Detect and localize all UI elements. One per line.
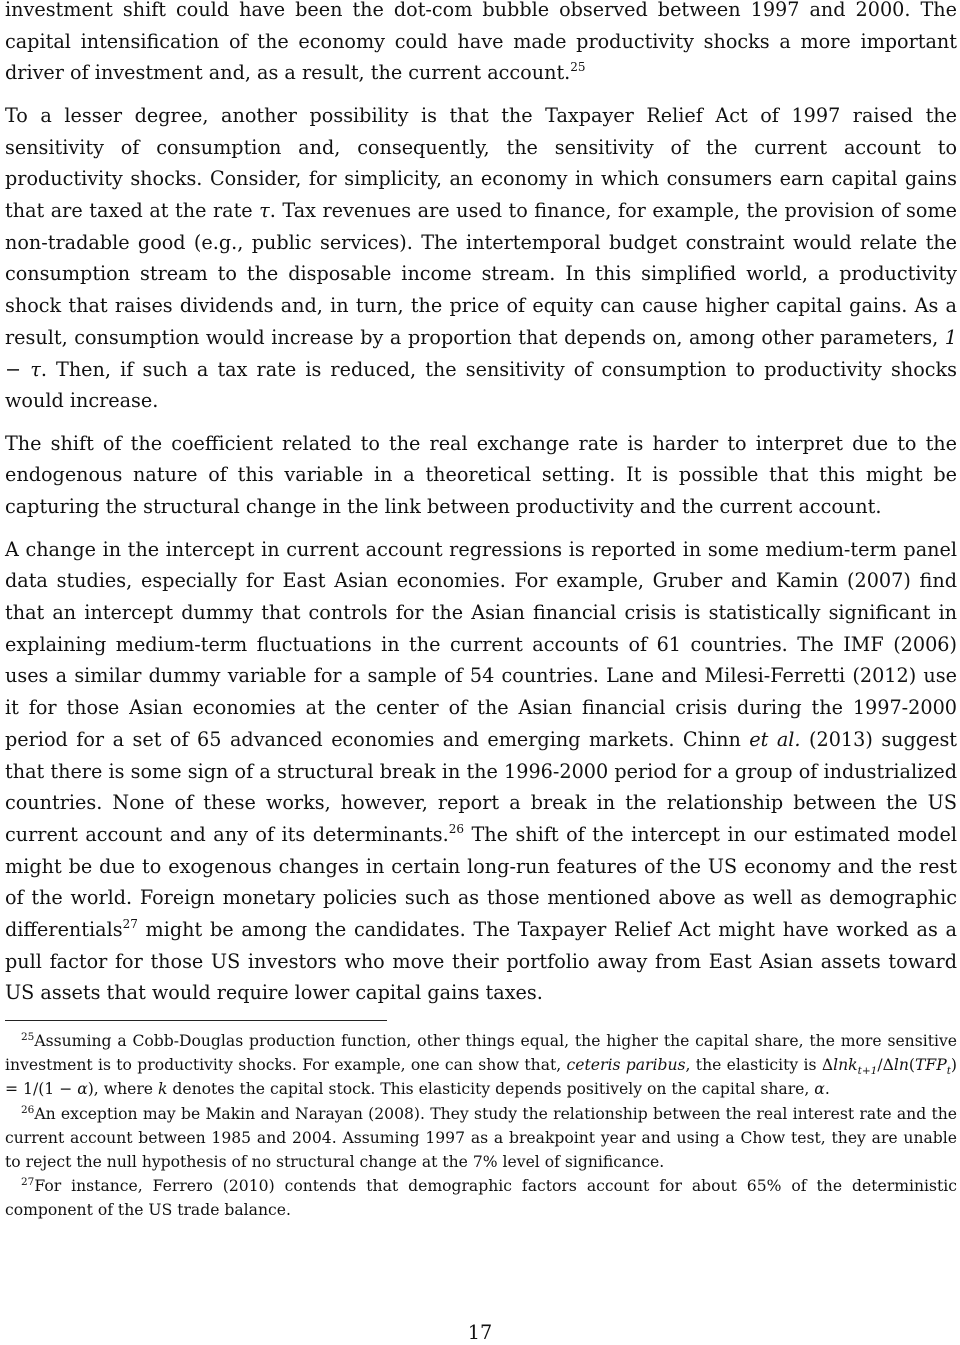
footnote-27: $^{27}$For instance, Ferrero (2010) contends that demographic factors account for about 65% of the deterministic component of the US trade balance. <box>5 1176 957 1220</box>
footnote-divider <box>5 1020 387 1021</box>
footnote-number: 26 <box>21 1103 35 1116</box>
footnote-26: $^{26}$An exception may be Makin and Narayan (2008). They study the relationship between the real interest rate and the current account between 1985 and 2004. Assuming 1997 as a breakpoint year and using a Chow test, they are unable to reject the null hypothesis of no structural change at the 7% level of significance. <box>5 1103 957 1171</box>
footnote-number: 27 <box>21 1176 35 1189</box>
paragraph-continuation: investment shift could have been the dot-com bubble observed between 1997 and 2000. The capital intensification of the economy could have made productivity shocks a more important driver of investment and, as a result, the current account.$^{25}$ <box>5 0 957 85</box>
paragraph-taxpayer-relief: To a lesser degree, another possibility is that the Taxpayer Relief Act of 1997 raised the sensitivity of consumption and, consequently, the sensitivity of the current account to productivity shocks. Consider, for simplicity, an economy in which consumers earn capital gains that are taxed at the rate τ. Tax revenues are used to finance, for example, the provision of some non-tradable good (e.g., public services). The intertemporal budget constraint would relate the consumption stream to the disposable income stream. In this simplified world, a productivity shock that raises dividends and, in turn, the price of equity can cause higher capital gains. As a result, consumption would increase by a proportion that depends on, among other parameters, 1 − τ. Then, if such a tax rate is reduced, the sensitivity of consumption to productivity shocks would increase. <box>5 103 957 413</box>
paragraph-real-exchange-rate: The shift of the coefficient related to the real exchange rate is harder to interpret due to the endogenous nature of this variable in a theoretical setting. It is possible that this might be capturing the structural change in the link between productivity and the current account. <box>5 431 957 519</box>
paragraph-intercept-change: A change in the intercept in current account regressions is reported in some medium-term panel data studies, especially for East Asian economies. For example, Gruber and Kamin (2007) find that an intercept dummy that controls for the Asian financial crisis is statistically significant in explaining medium-term fluctuations in the current accounts of 61 countries. The IMF (2006) uses a similar dummy variable for a sample of 54 countries. Lane and Milesi-Ferretti (2012) use it for those Asian economies at the center of the Asian financial crisis during the 1997-2000 period for a set of 65 advanced economies and emerging markets. Chinn et al. (2013) suggest that there is some sign of a structural break in the 1996-2000 period for a group of industrialized countries. None of these works, however, report a break in the relationship between the US current account and any of its determinants.$^{26}$ The shift of the intercept in our estimated model might be due to exogenous changes in certain long-run features of the US economy and the rest of the world. Foreign monetary policies such as those mentioned above as well as demographic differentials$^{27}$ might be among the candidates. The Taxpayer Relief Act might have worked as a pull factor for those US investors who move their portfolio away from East Asian assets toward US assets that would require lower capital gains taxes. <box>5 537 957 1005</box>
document-page <box>5 0 957 1223</box>
footnote-ref-27[interactable]: 27 <box>122 917 138 932</box>
et-al: et al. <box>749 727 801 751</box>
footnote-ref-25[interactable]: 25 <box>570 60 586 75</box>
page-number: 17 <box>467 1321 493 1344</box>
footnote-ref-26[interactable]: 26 <box>448 821 465 836</box>
math-one-minus-tau: 1 − τ <box>5 325 957 381</box>
math-tau: τ <box>259 199 270 223</box>
footnote-number: 25 <box>21 1030 35 1043</box>
footnote-25: $^{25}$Assuming a Cobb-Douglas production function, other things equal, the higher the capital share, the more sensitive investment is to productivity shocks. For example, one can show that, ceteris paribus, the elasticity is $\Delta\ln k_{t+1}/\Delta\ln(TFP_t) = 1/(1 - \alpha)$, where k denotes the capital stock. This elasticity depends positively on the capital share, α. <box>5 1030 958 1099</box>
